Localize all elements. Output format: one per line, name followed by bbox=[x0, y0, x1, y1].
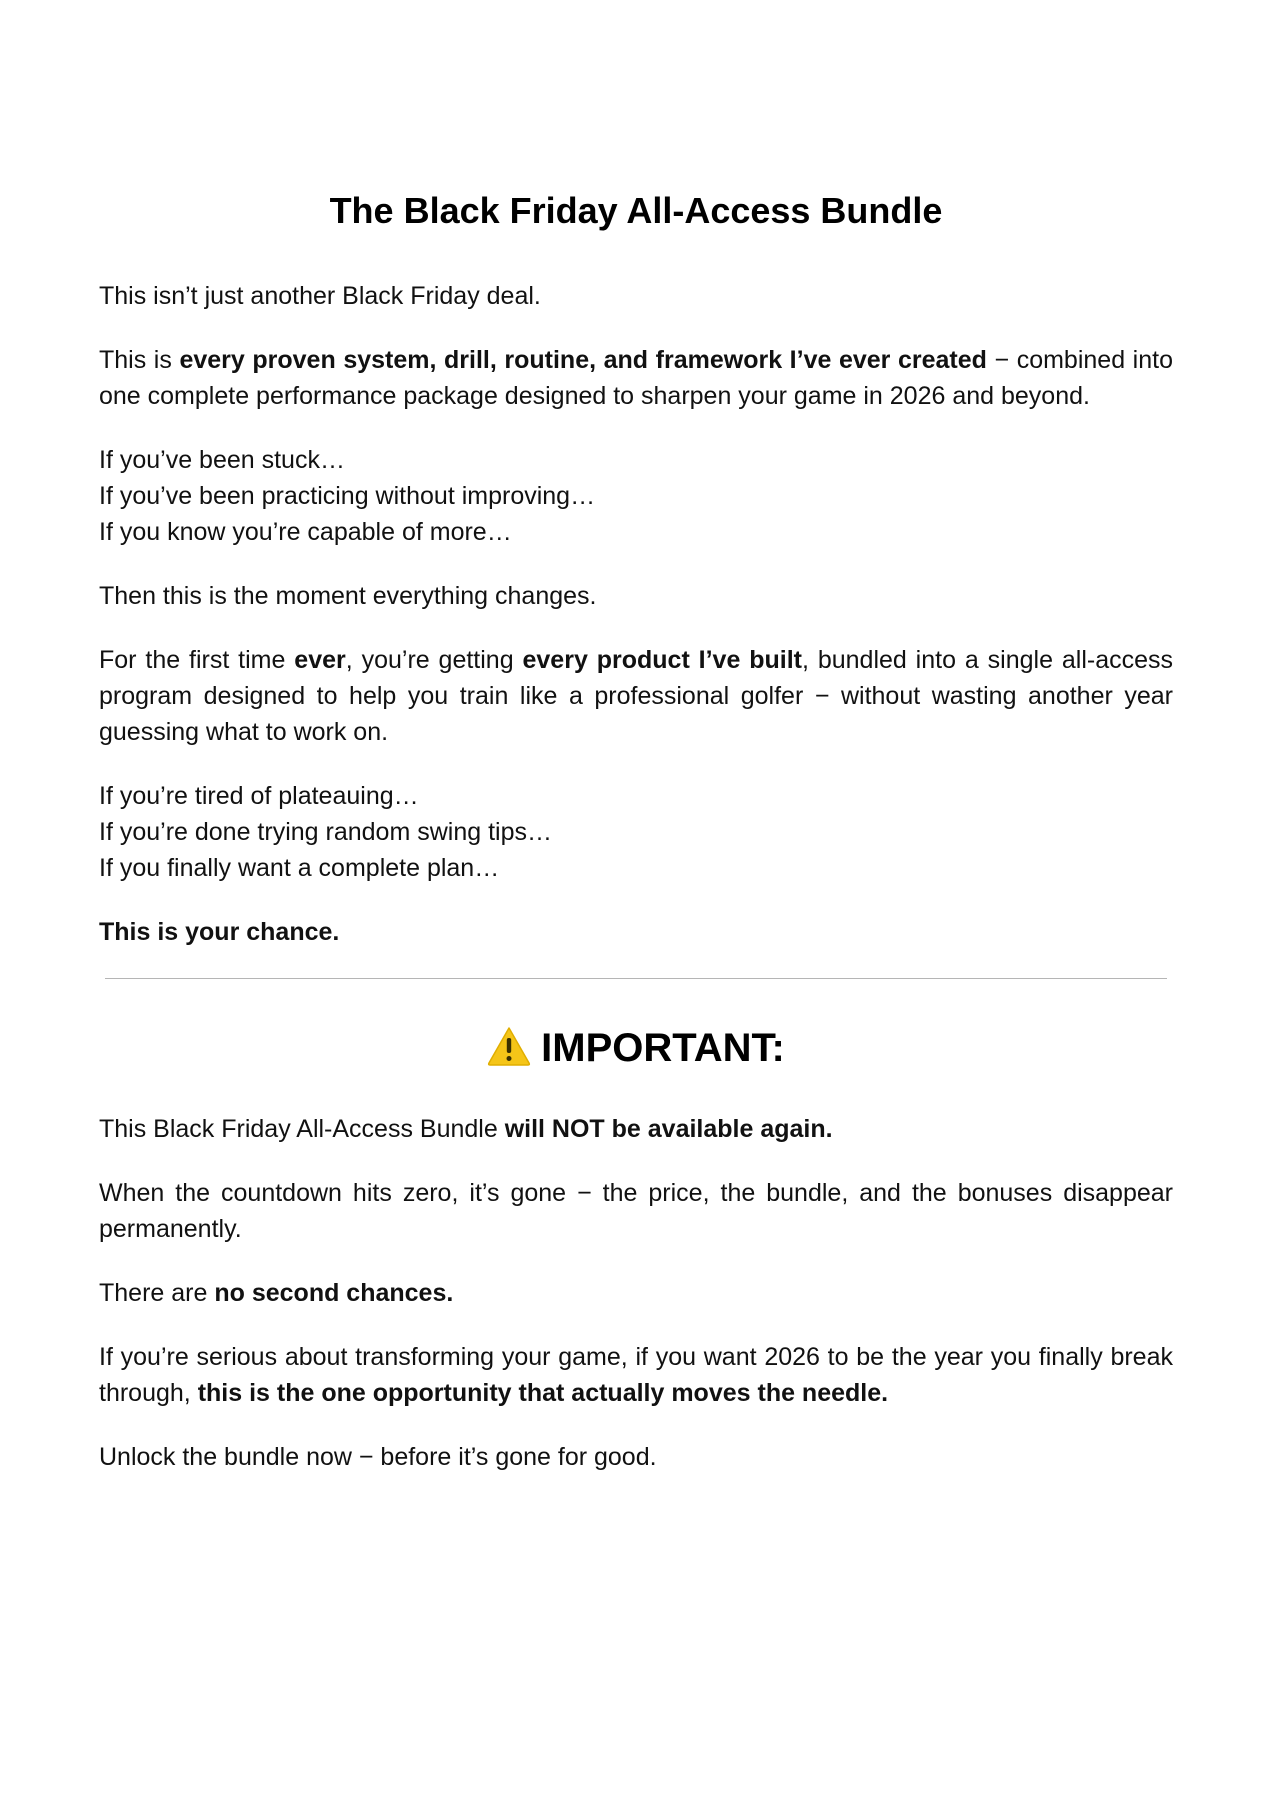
stuck-line-2: If you’ve been practicing without improving… bbox=[99, 482, 596, 510]
important-paragraph-2: When the countdown hits zero, it’s gone − the price, the bundle, and the bonuses disappear permanently. bbox=[99, 1179, 1173, 1243]
intro-p5-bold-product: every product I’ve built bbox=[522, 646, 802, 674]
page-title: The Black Friday All-Access Bundle bbox=[329, 190, 943, 231]
important-p4-text-a: If you’re serious about transforming your game, if you want 2026 to be the year you finally break through, bbox=[99, 1343, 1173, 1407]
intro-paragraph-1: This isn’t just another Black Friday deal. bbox=[99, 282, 541, 310]
important-p1-bold: will NOT be available again. bbox=[504, 1115, 833, 1143]
intro-p5-text-c: , you’re getting bbox=[345, 646, 523, 674]
intro-p5-bold-ever: ever bbox=[294, 646, 346, 674]
intro-p5-text-e: , bundled into a single all-access program designed to help you train like a professional golfer − without wasting another year guessing what to work on. bbox=[99, 646, 1174, 746]
warning-icon bbox=[487, 1026, 531, 1066]
intro-p2-text-a: This is bbox=[99, 346, 180, 374]
important-paragraph-1 bbox=[99, 1111, 1173, 1147]
important-paragraph-5: Unlock the bundle now − before it’s gone for good. bbox=[99, 1443, 657, 1471]
important-heading-text: IMPORTANT: bbox=[541, 1026, 785, 1070]
moment-paragraph: Then this is the moment everything changes. bbox=[99, 582, 597, 610]
intro-paragraph-5 bbox=[99, 642, 1173, 750]
important-paragraph-3 bbox=[99, 1275, 1173, 1311]
important-heading bbox=[99, 1023, 1173, 1073]
intro-paragraph-2 bbox=[99, 342, 1173, 414]
stuck-line-1: If you’ve been stuck… bbox=[99, 446, 345, 474]
intro-p2-text-c: − combined into one complete performance package designed to sharpen your game in 2026 and beyond. bbox=[99, 346, 1173, 410]
important-paragraph-4 bbox=[99, 1339, 1173, 1411]
tired-lines bbox=[99, 778, 1173, 886]
important-p3-text-a: There are bbox=[99, 1279, 215, 1307]
important-p3-bold: no second chances. bbox=[214, 1279, 454, 1307]
tired-line-3: If you finally want a complete plan… bbox=[99, 854, 500, 882]
tired-line-1: If you’re tired of plateauing… bbox=[99, 782, 419, 810]
chance-paragraph: This is your chance. bbox=[99, 918, 340, 946]
intro-p5-text-a: For the first time bbox=[99, 646, 295, 674]
stuck-line-3: If you know you’re capable of more… bbox=[99, 518, 512, 546]
intro-p2-bold: every proven system, drill, routine, and framework I’ve ever created bbox=[179, 346, 987, 374]
tired-line-2: If you’re done trying random swing tips… bbox=[99, 818, 552, 846]
document-content bbox=[99, 186, 1173, 1503]
stuck-lines bbox=[99, 442, 1173, 550]
section-divider bbox=[105, 978, 1167, 979]
important-p1-text-a: This Black Friday All-Access Bundle bbox=[99, 1115, 505, 1143]
important-p4-bold: this is the one opportunity that actually moves the needle. bbox=[197, 1379, 889, 1407]
